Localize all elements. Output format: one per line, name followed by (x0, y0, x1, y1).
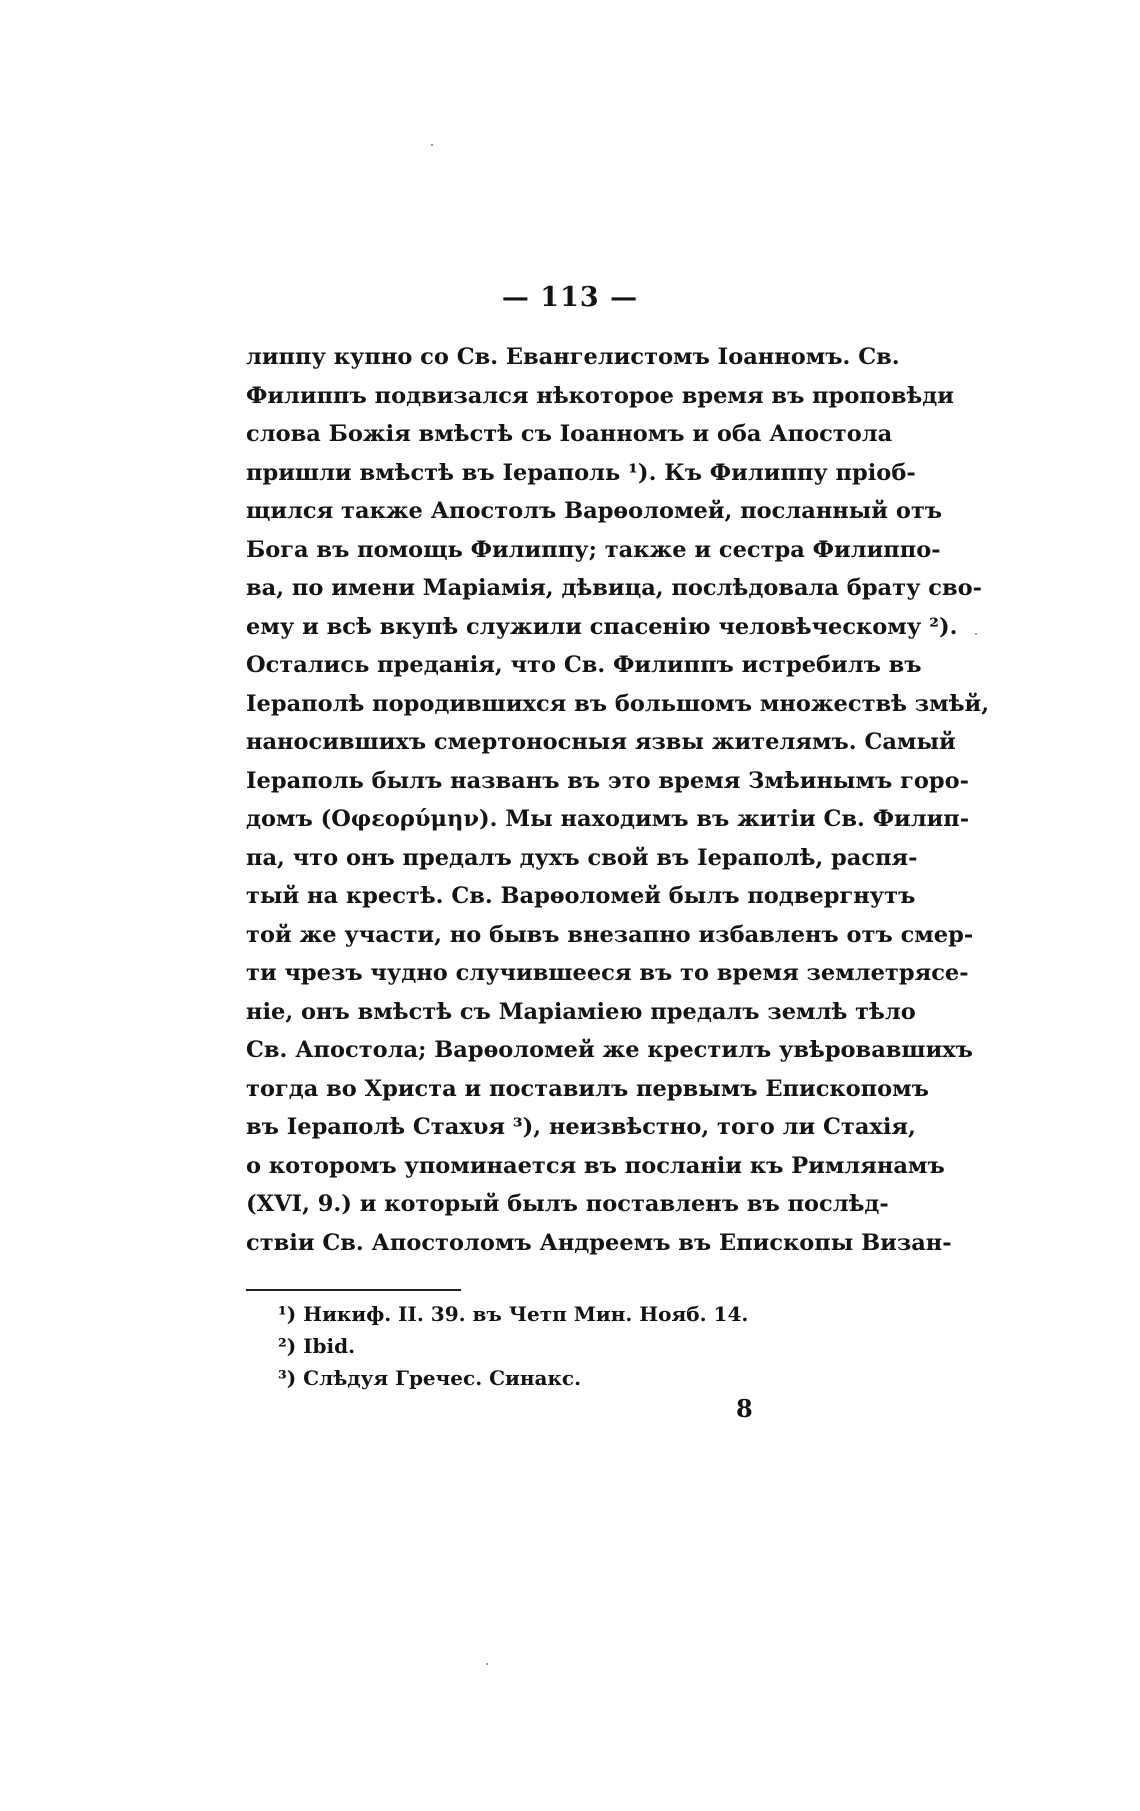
text-line: (XVI, 9.) и который былъ поставленъ въ послѣд- (246, 1191, 889, 1217)
text-line: Бога въ помощь Филиппу; также и сестра Филиппо- (246, 536, 941, 563)
text-line: о которомъ упоминается въ посланіи къ Римлянамъ (246, 1152, 945, 1179)
text-line: Филиппъ подвизался нѣкоторое время въ проповѣди (246, 382, 954, 409)
footnote: ²) Ibid. (278, 1334, 356, 1358)
text-line: ти чрезъ чудно случившееся въ то время землетрясе- (246, 960, 969, 986)
text-line: въ Іераполѣ Стахυя ³), неизвѣстно, того ли Стахія, (246, 1114, 916, 1140)
text-line: липпу купно со Св. Евангелистомъ Іоанномъ. Св. (246, 344, 900, 370)
text-line: Св. Апостола; Варѳоломей же крестилъ увѣровавшихъ (246, 1037, 973, 1063)
text-line: домъ (Οφεορύμην). Мы находимъ въ житіи Св. Филип- (246, 806, 970, 832)
text-line: Іераполѣ породившихся въ большомъ множествѣ змѣй, (246, 690, 990, 717)
footnote: ³) Слѣдуя Гречес. Синакс. (278, 1366, 582, 1390)
text-line: па, что онъ предалъ духъ свой въ Іераполѣ, распя- (246, 844, 918, 871)
body-text (246, 338, 990, 1262)
signature-mark: 8 (736, 1394, 753, 1423)
footnote: ¹) Никиф. II. 39. въ Четп Мин. Нояб. 14. (278, 1302, 749, 1326)
text-line: ствіи Св. Апостоломъ Андреемъ въ Епископы Визан- (246, 1229, 952, 1256)
page-number: — 113 — (501, 282, 639, 313)
text-line: слова Божія вмѣстѣ съ Іоанномъ и оба Апостола (246, 421, 893, 447)
text-line: наносившихъ смертоносныя язвы жителямъ. Самый (246, 729, 956, 755)
text-line: ва, по имени Маріамія, дѣвица, послѣдовала брату сво- (246, 575, 982, 601)
text-line: Іераполь былъ названъ въ это время Змѣинымъ горо- (246, 767, 969, 794)
text-line: тогда во Христа и поставилъ первымъ Епископомъ (246, 1075, 929, 1102)
text-line: той же участи, но бывъ внезапно избавленъ отъ смер- (246, 921, 974, 948)
text-line: тый на крестѣ. Св. Варѳоломей былъ подвергнутъ (246, 883, 916, 909)
text-line: Остались преданія, что Св. Филиппъ истребилъ въ (246, 652, 922, 678)
paper-speck (431, 144, 433, 146)
footnote-divider (246, 1289, 461, 1291)
text-line: пришли вмѣстѣ въ Іераполь ¹). Къ Филиппу пріоб- (246, 459, 916, 486)
text-line: ему и всѣ вкупѣ служили спасенію человѣческому ²). (246, 613, 958, 640)
text-line: ніе, онъ вмѣстѣ съ Маріаміею предалъ землѣ тѣло (246, 998, 916, 1025)
paper-speck (975, 633, 977, 635)
text-line: щился также Апостолъ Варѳоломей, посланный отъ (246, 498, 943, 524)
footnotes (278, 1298, 748, 1394)
paper-speck (486, 1663, 488, 1665)
